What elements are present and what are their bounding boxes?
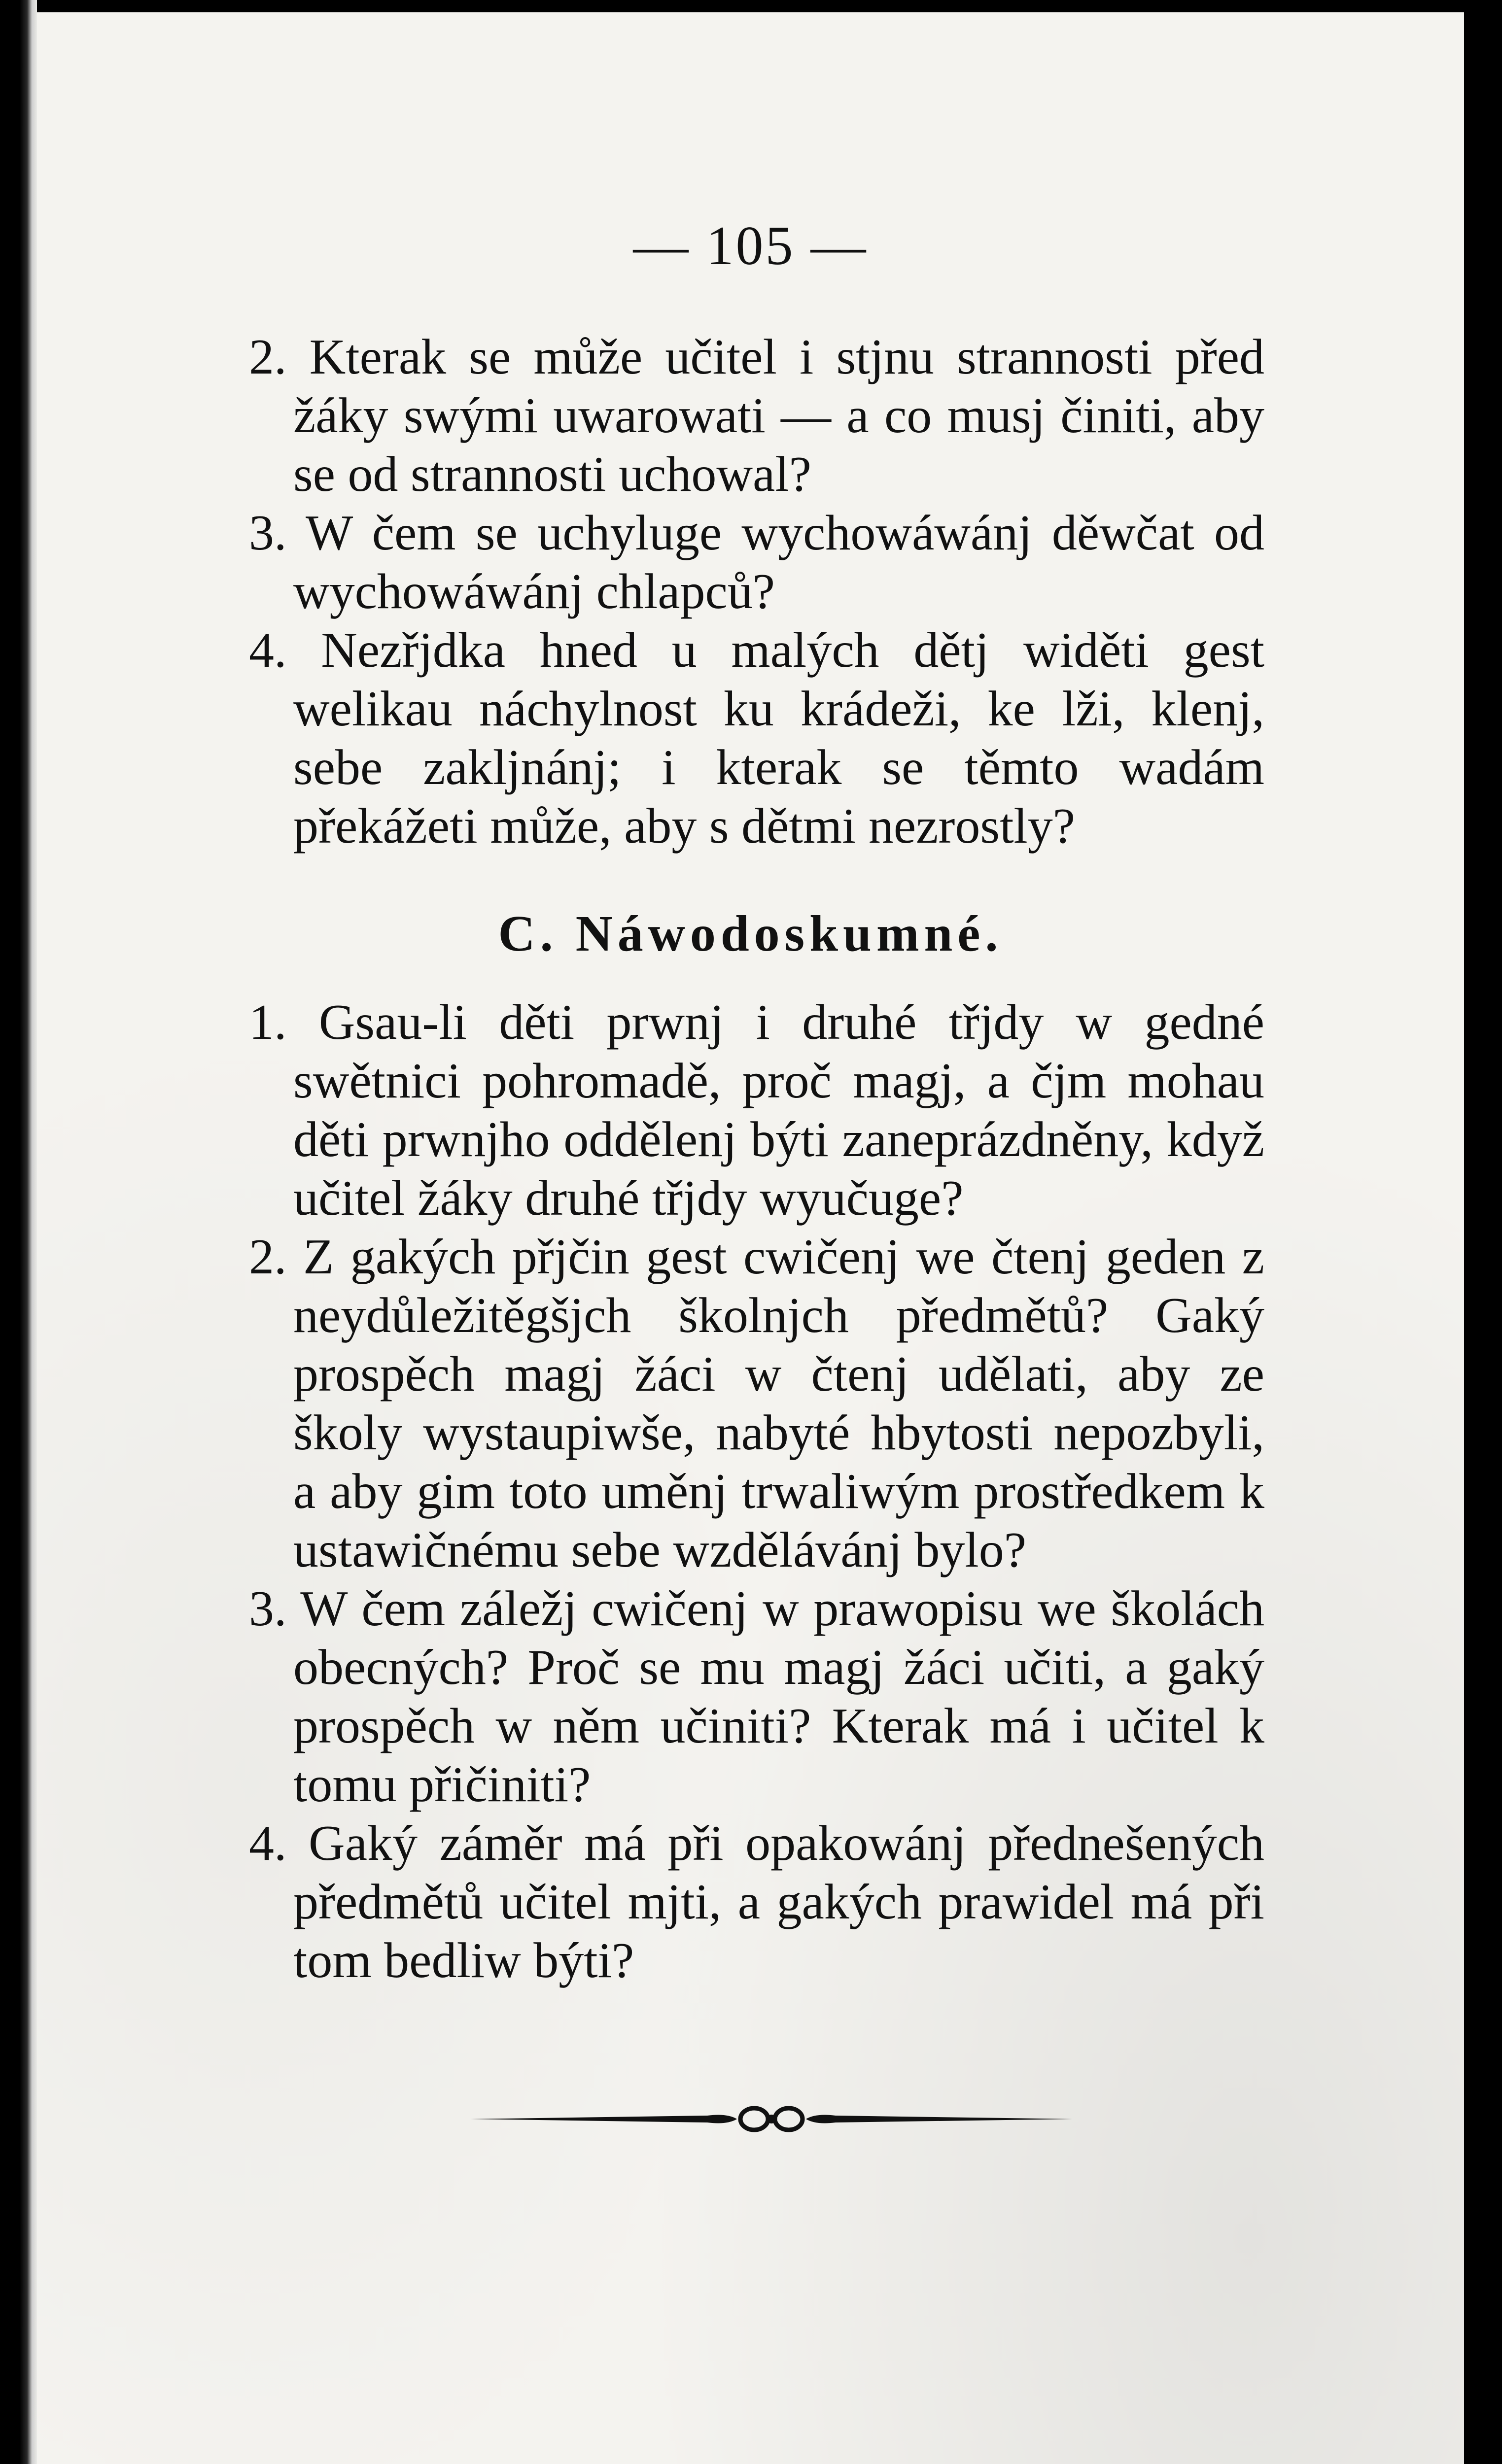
question-item: 2. Kterak se může učitel i stjnu strannosti před žáky swými uwarowati — a co musj činiti, aby se od strannosti uchowal? <box>249 329 1264 502</box>
question-list-c <box>249 993 1264 1990</box>
question-item: 3. W čem se uchyluge wychowáwánj děwčat od wychowáwánj chlapců? <box>249 505 1264 619</box>
question-item: 3. W čem záležj cwičenj w prawopisu we školách obecných? Proč se mu magj žáci učiti, a gaký prospěch w něm učiniti? Kterak má i učitel k tomu přičiniti? <box>249 1581 1264 1813</box>
book-page <box>37 12 1464 2464</box>
page-number-header: — 105 — <box>633 215 868 276</box>
scan-left-border <box>0 0 37 2464</box>
question-list-b <box>249 328 1264 856</box>
decorative-rule-ornament-icon <box>471 2099 1072 2139</box>
section-heading: C. Náwodoskumné. <box>498 905 1003 962</box>
question-item: 1. Gsau-li děti prwnj i druhé třjdy w gedné swětnici pohromadě, proč magj, a čjm mohau děti prwnjho oddělenj býti zaneprázdněny, když učitel žáky druhé třjdy wyučuge? <box>249 994 1264 1226</box>
question-item: 4. Gaký záměr má při opakowánj přednešených předmětů učitel mjti, a gakých prawidel má při tom bedliw býti? <box>249 1815 1264 1988</box>
question-item: 4. Nezřjdka hned u malých dětj widěti gest welikau náchylnost ku krádeži, ke lži, klenj, sebe zakljnánj; i kterak se těmto wadám překážeti může, aby s dětmi nezrostly? <box>249 622 1264 854</box>
question-item: 2. Z gakých přjčin gest cwičenj we čtenj geden z neydůležitěgšjch školnjch předmětů? Gaký prospěch magj žáci w čtenj udělati, aby ze školy wystaupiwše, nabyté hbytosti nepozbyli, a aby gim toto uměnj trwaliwým prostředkem k ustawičnému sebe wzdělávánj bylo? <box>249 1229 1264 1578</box>
